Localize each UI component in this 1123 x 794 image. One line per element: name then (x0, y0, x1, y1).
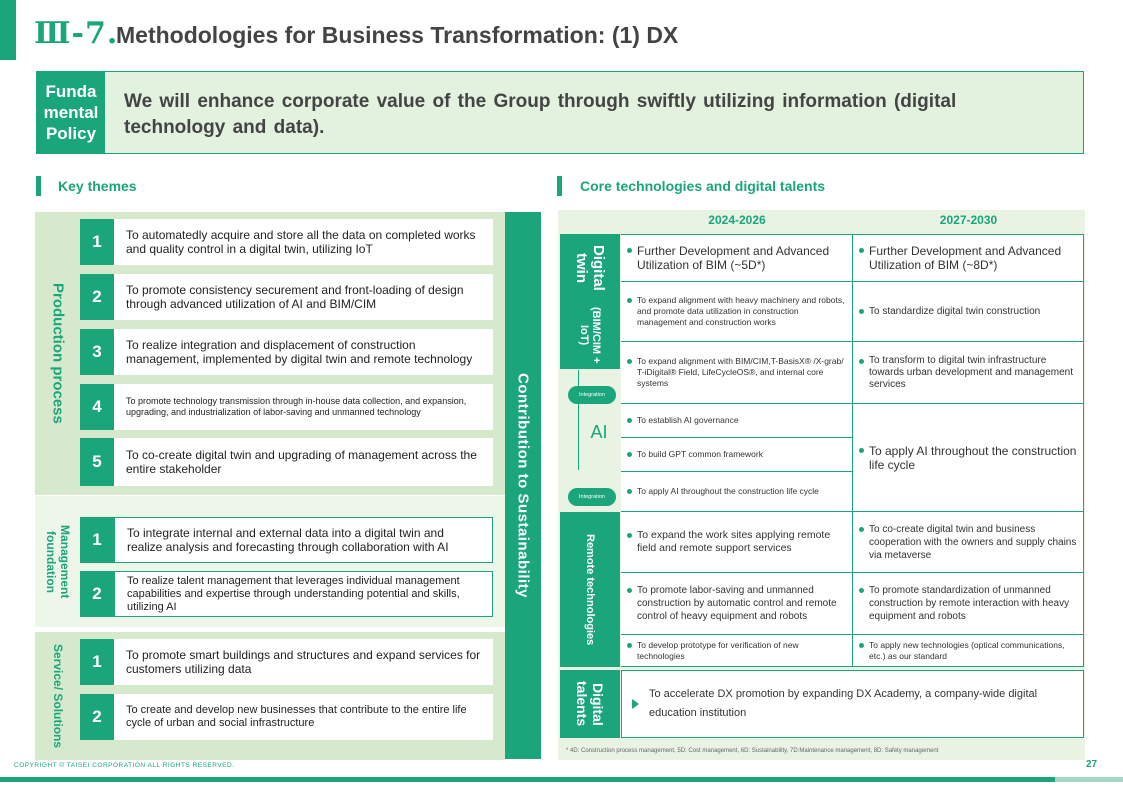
grid-cell: To expand the work sites applying remote field and remote support services (621, 512, 853, 573)
theme-number: 2 (80, 274, 114, 320)
grid-cell: Further Development and Advanced Utilization of BIM (~8D*) (853, 234, 1084, 282)
grid-cell: To promote labor-saving and unmanned construction by automatic control and remote control of heavy equipment and robots (621, 573, 853, 635)
policy-label: Funda mental Policy (37, 72, 105, 153)
theme-item: To automatedly acquire and store all the data on completed works and quality control in a digital twin, utilizing IoT (114, 219, 493, 265)
grid-cell: To establish AI governance (621, 404, 853, 438)
grid-cell: To standardize digital twin construction (853, 282, 1084, 342)
ai-connector-line (578, 370, 579, 470)
remote-technologies-label: Remote technologies (584, 533, 596, 646)
grid-cell: To apply new technologies (optical communications, etc.) as our standard (853, 635, 1084, 667)
core-heading: Core technologies and digital talents (580, 178, 826, 194)
theme-item: To realize integration and displacement of construction management, implemented by digital twin and remote technology (114, 329, 493, 375)
footer-bar-light (1055, 777, 1123, 782)
theme-number: 5 (80, 438, 114, 486)
theme-number: 1 (80, 517, 114, 563)
theme-number: 3 (80, 329, 114, 375)
digital-talents-label: Digital talents (574, 681, 606, 727)
grid-cell: To develop prototype for verification of new technologies (621, 635, 853, 667)
column-header-2024: 2024-2026 (708, 213, 766, 227)
footnote: * 4D: Construction process management, 5D: Cost management, 6D: Sustainability, 7D:Maintenance management, 8D: Safety management (566, 748, 939, 754)
theme-item: To integrate internal and external data into a digital twin and realize analysis and forecasting through collaboration with AI (114, 517, 493, 563)
theme-number: 1 (80, 639, 114, 685)
footer-bar (0, 777, 1055, 782)
theme-item: To promote technology transmission through in-house data collection, and expansion, upgrading, and industrialization of labor-saving and unmanned technology (114, 384, 493, 430)
digital-twin-label: Digital twin (BIM/CIM + IoT) (573, 244, 607, 364)
theme-number: 2 (80, 571, 114, 617)
grid-cell: To promote standardization of unmanned construction by remote interaction with heavy equipment and robots (853, 573, 1084, 635)
theme-item: To promote consistency securement and front-loading of design through advanced utilization of AI and BIM/CIM (114, 274, 493, 320)
key-themes-heading-bar (36, 176, 41, 196)
digital-talents-cell (621, 670, 1084, 738)
grid-cell: To co-create digital twin and business cooperation with the owners and supply chains via metaverse (853, 512, 1084, 573)
copyright: COPYRIGHT © TAISEI CORPORATION ALL RIGHTS RESERVED. (14, 762, 235, 769)
grid-cell: To build GPT common framework (621, 438, 853, 472)
service-solutions-label: Service/ Solutions (51, 643, 65, 749)
core-heading-bar (557, 176, 562, 196)
page-number: 27 (1086, 759, 1098, 770)
column-header-2027: 2027-2030 (939, 213, 998, 227)
contribution-label: Contribution to Sustainability (514, 373, 532, 598)
section-number: Ⅲ-7. (34, 16, 119, 51)
theme-number: 2 (80, 694, 114, 740)
integration-pill-bottom: Integration (568, 488, 616, 506)
production-process-label: Production process (49, 283, 67, 424)
policy-text: We will enhance corporate value of the Group through swiftly utilizing information (digital technology and data). (124, 91, 957, 138)
grid-cell: To expand alignment with heavy machinery and robots, and promote data utilization in construction management and construction works (621, 282, 853, 342)
key-themes-heading: Key themes (58, 178, 137, 194)
grid-cell: To apply AI throughout the construction life cycle (621, 472, 853, 512)
grid-cell: To expand alignment with BIM/CIM,T-BasisX® /X-grab/ T-iDigital® Field, LifeCycleOS®, and internal core systems (621, 342, 853, 404)
theme-item: To realize talent management that leverages individual management capabilities and expertise through understanding potential and skills, utilizing AI (114, 571, 493, 617)
management-foundation-label: Management foundation (44, 524, 72, 599)
theme-number: 4 (80, 384, 114, 430)
page-title: Methodologies for Business Transformation: (1) DX (116, 22, 679, 48)
digital-talents-text: To accelerate DX promotion by expanding DX Academy, a company-wide digital education institution (649, 688, 1038, 719)
integration-pill-top: Integration (568, 386, 616, 404)
grid-cell: To apply AI throughout the construction life cycle (853, 404, 1084, 512)
header-accent-bar (0, 0, 16, 60)
ai-label: AI (590, 422, 608, 442)
theme-item: To co-create digital twin and upgrading of management across the entire stakeholder (114, 438, 493, 486)
grid-cell: Further Development and Advanced Utilization of BIM (~5D*) (621, 234, 853, 282)
grid-cell: To transform to digital twin infrastructure towards urban development and management services (853, 342, 1084, 404)
triangle-bullet-icon (632, 699, 639, 709)
theme-number: 1 (80, 219, 114, 265)
contribution-bar (505, 212, 541, 759)
theme-item: To create and develop new businesses that contribute to the entire life cycle of urban and social infrastructure (114, 694, 493, 740)
theme-item: To promote smart buildings and structures and expand services for customers utilizing data (114, 639, 493, 685)
